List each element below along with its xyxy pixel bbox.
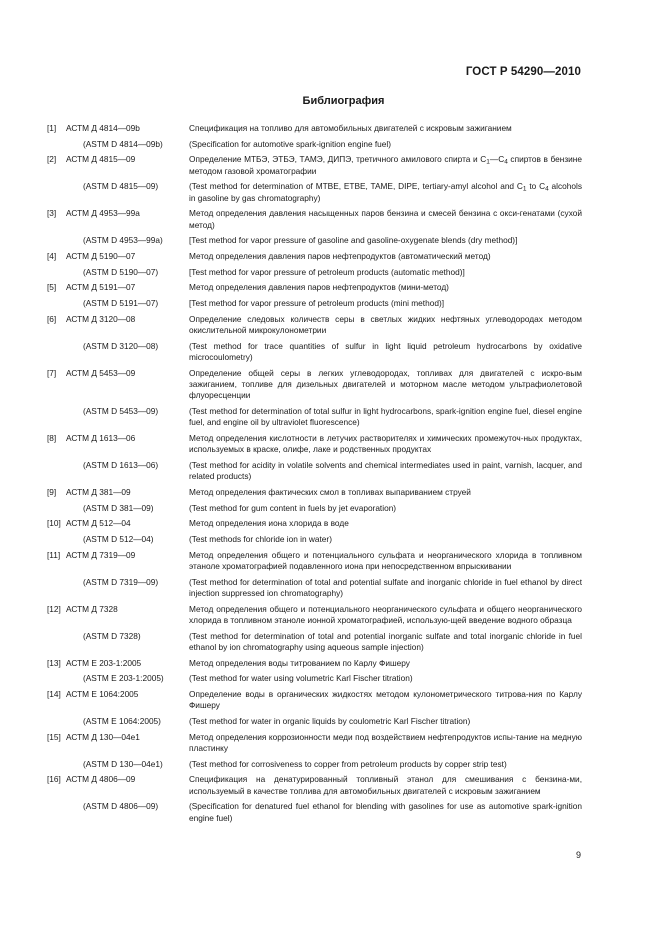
standard-code: АСТМ Д 1613—06 xyxy=(66,433,136,443)
entry-number: [1] xyxy=(47,123,57,133)
bibliography-entry-original xyxy=(47,267,582,278)
text-fragment: to C xyxy=(526,181,546,192)
bibliography-entry-original xyxy=(47,139,582,150)
bibliography-entry xyxy=(47,282,582,293)
bibliography-entry xyxy=(47,123,582,134)
standard-title: Метод определения общего и потенциального неорганического сульфата и общего неорганического хлорида в топливном этаноле ионной хроматографией, использую-щей введение водного образца xyxy=(189,603,582,625)
entry-number: [14] xyxy=(47,689,61,700)
entry-number: [5] xyxy=(47,282,57,293)
bibliography-entry xyxy=(47,433,582,456)
original-standard-code: (ASTM D 5191—07) xyxy=(83,298,159,309)
bibliography-entry xyxy=(47,604,582,627)
standard-code: АСТМ Д 4806—09 xyxy=(66,774,136,785)
bibliography-entry xyxy=(47,550,582,573)
standard-title: Спецификация на топливо для автомобильных двигателей с искровым зажиганием xyxy=(189,123,512,133)
original-standard-title: (Test methods for chloride ion in water) xyxy=(189,534,332,545)
page-number: 9 xyxy=(575,850,581,860)
standard-code: АСТМ Д 5453—09 xyxy=(66,367,136,378)
subscript: 4 xyxy=(545,185,549,193)
original-standard-title: (Test method for trace quantities of sulfur in light liquid petroleum hydrocarbons by oxidative microcoulometry) xyxy=(189,340,582,363)
entry-number: [9] xyxy=(47,486,57,497)
bibliography-entry xyxy=(47,251,582,262)
standard-title: Метод определения давления насыщенных паров бензина и смесей бензина с окси-генатами (сухой метод) xyxy=(189,208,582,230)
original-standard-code: (ASTM D 5453—09) xyxy=(83,406,159,417)
bibliography-entry-original xyxy=(47,235,582,246)
original-standard-code: (ASTM D 381—09) xyxy=(83,502,154,513)
entry-number: [8] xyxy=(47,433,57,443)
standard-title: Определение следовых количеств серы в светлых жидких нефтяных углеводородах методом окислительной микрокулонометрии xyxy=(189,313,582,336)
original-standard-title: (Test method for water in organic liquids by coulometric Karl Fischer titration) xyxy=(189,716,471,727)
original-standard-title: [Test method for vapor pressure of petroleum products (mini method)] xyxy=(189,298,445,309)
standard-code: АСТМ Д 512—04 xyxy=(66,518,131,529)
document-code: ГОСТ Р 54290—2010 xyxy=(465,66,581,78)
subscript: 1 xyxy=(522,185,527,193)
entry-number: [16] xyxy=(47,774,61,785)
standard-title: Метод определения коррозионности меди под воздействием нефтепродуктов испы-тание на медную пластинку xyxy=(189,731,582,753)
bibliography-entry-original xyxy=(47,406,582,429)
original-standard-title: (Test method for determination of total and potential sulfate and inorganic chloride in fuel ethanol by direct injection suppressed ion chromatography) xyxy=(189,576,582,598)
standard-title: Определение воды в органических жидкостях методом кулонометрического титрова-ния по Карлу Фишеру xyxy=(189,689,582,711)
entry-number: [4] xyxy=(47,251,57,262)
original-standard-title: (Test method for acidity in volatile solvents and chemical intermediates used in paint, varnish, lacquer, and related products) xyxy=(189,459,582,482)
bibliography-entry xyxy=(47,774,582,797)
bibliography-entry-original xyxy=(47,298,582,309)
bibliography-entry-original xyxy=(47,801,582,824)
text-fragment: спиртов в бензине методом газовой хроматографии xyxy=(189,154,582,176)
text-fragment: —С xyxy=(489,154,505,165)
standard-code: АСТМ Д 4953—99а xyxy=(66,208,140,219)
text-fragment: Определение МТБЭ, ЭТБЭ, ТАМЭ, ДИПЭ, третичного амилового спирта и С xyxy=(189,154,487,165)
entry-number: [15] xyxy=(47,731,61,742)
original-standard-code: (ASTM D 1613—06) xyxy=(83,459,159,470)
bibliography-entry xyxy=(47,314,582,337)
entry-number: [3] xyxy=(47,208,57,219)
original-standard-code: (ASTM E 203-1:2005) xyxy=(83,673,164,684)
standard-title: Метод определения иона хлорида в воде xyxy=(189,518,349,529)
original-standard-title: (Test method for determination of total and potential inorganic sulfate and total inorganic chloride in fuel ethanol by ion chromatography using aqueous sample injection) xyxy=(189,630,582,652)
original-standard-title: (Specification for automotive spark-ignition engine fuel) xyxy=(189,138,391,149)
bibliography-entry-original xyxy=(47,673,582,684)
original-standard-code: (ASTM D 512—04) xyxy=(83,534,154,545)
entry-number: [13] xyxy=(47,657,61,668)
standard-code: АСТМ Д 4815—09 xyxy=(66,154,136,165)
bibliography-entry xyxy=(47,732,582,755)
text-fragment: alcohols in gasoline by gas chromatography) xyxy=(189,181,582,203)
standard-title: Метод определения воды титрованием по Карлу Фишеру xyxy=(189,657,410,668)
original-standard-code: (ASTM D 3120—08) xyxy=(83,340,159,351)
entry-number: [7] xyxy=(47,367,57,378)
standard-code: АСТМ Д 7328 xyxy=(66,603,118,614)
original-standard-code: (ASTM D 4953—99a) xyxy=(83,235,163,246)
original-standard-title: (Test method for determination of total sulfur in light hydrocarbons, spark-ignition engine fuel, diesel engine fuel, and engine oil by ultraviolet fluorescence) xyxy=(189,406,582,428)
original-standard-code: (ASTM D 7328) xyxy=(83,630,141,641)
bibliography-entry xyxy=(47,658,582,669)
bibliography-entry xyxy=(47,208,582,231)
standard-code: АСТМ Е 1064:2005 xyxy=(66,689,139,700)
original-standard-title: [Test method for vapor pressure of petroleum products (automatic method)] xyxy=(189,266,465,277)
bibliography-entry-original xyxy=(47,534,582,545)
standard-code: АСТМ Д 3120—08 xyxy=(66,313,136,324)
bibliography-entry-original xyxy=(47,460,582,483)
standard-code: АСТМ Е 203-1:2005 xyxy=(66,657,142,668)
entry-number: [6] xyxy=(47,313,57,324)
original-standard-title: [Test method for vapor pressure of gasoline and gasoline-oxygenate blends (dry method)] xyxy=(189,235,518,246)
standard-code: АСТМ Д 381—09 xyxy=(66,486,131,497)
text-fragment: (Test method for determination of MTBE, ETBE, TAME, DIPE, tertiary-amyl alcohol and C xyxy=(189,181,523,192)
bibliography-entry xyxy=(47,154,582,177)
bibliography-entry-original xyxy=(47,759,582,770)
original-standard-code: (ASTM D 4806—09) xyxy=(83,801,159,812)
bibliography-entry xyxy=(47,689,582,712)
original-standard-title: (Specification for denatured fuel ethanol for blending with gasolines for use as automotive spark-ignition engine fuel) xyxy=(189,801,582,823)
bibliography-list xyxy=(47,123,582,828)
subscript: 4 xyxy=(504,158,508,166)
bibliography-entry xyxy=(47,487,582,498)
standard-title: Метод определения кислотности в летучих растворителях и химических промежуточ-ных продуктах, используемых в краске, олифе, лаке и родственных продуктах xyxy=(189,433,582,455)
standard-title: Спецификация на денатурированный топливный этанол для смешивания с бензина-ми, используемый в качестве топлива для автомобильных двигателей с искровым зажиганием xyxy=(189,774,582,796)
original-standard-code: (ASTM D 130—04e1) xyxy=(83,758,163,769)
standard-code: АСТМ Д 5190—07 xyxy=(66,251,136,262)
bibliography-entry-original xyxy=(47,341,582,364)
bibliography-entry xyxy=(47,518,582,529)
subscript: 1 xyxy=(486,158,490,166)
original-standard-code: (ASTM D 7319—09) xyxy=(83,576,159,587)
entry-number: [2] xyxy=(47,154,57,165)
standard-title xyxy=(189,154,582,177)
original-standard-code: (ASTM E 1064:2005) xyxy=(83,716,161,727)
original-standard-code: (ASTM D 5190—07) xyxy=(83,266,159,277)
entry-number: [10] xyxy=(47,518,61,529)
original-standard-title xyxy=(189,181,582,204)
original-standard-title: (Test method for water using volumetric Karl Fischer titration) xyxy=(189,673,413,684)
standard-code: АСТМ Д 7319—09 xyxy=(66,549,136,560)
bibliography-entry-original xyxy=(47,503,582,514)
standard-title: Метод определения давления паров нефтепродуктов (мини-метод) xyxy=(189,282,449,293)
bibliography-entry-original xyxy=(47,631,582,654)
original-standard-code: (ASTM D 4815—09) xyxy=(83,181,159,192)
original-standard-title: (Test method for corrosiveness to copper from petroleum products by copper strip test) xyxy=(189,758,507,769)
standard-code: АСТМ Д 4814—09b xyxy=(66,123,140,133)
standard-title: Метод определения общего и потенциального сульфата и неорганического хлорида в топливном этаноле хроматографией подавленного иона при непосредственном впрыскивании xyxy=(189,549,582,572)
standard-code: АСТМ Д 130—04е1 xyxy=(66,731,140,742)
standard-code: АСТМ Д 5191—07 xyxy=(66,282,136,293)
original-standard-title: (Test method for gum content in fuels by jet evaporation) xyxy=(189,502,397,513)
standard-title: Метод определения фактических смол в топливах выпариванием струей xyxy=(189,486,471,497)
standard-title: Метод определения давления паров нефтепродуктов (автоматический метод) xyxy=(189,251,491,262)
bibliography-entry-original xyxy=(47,716,582,727)
bibliography-entry-original xyxy=(47,181,582,204)
page-title: Библиография xyxy=(302,95,385,107)
bibliography-entry-original xyxy=(47,577,582,600)
bibliography-entry xyxy=(47,368,582,402)
entry-number: [12] xyxy=(47,603,61,614)
standard-title: Определение общей серы в легких углеводородах, топливах для двигателей с искро-вым зажиганием, топливе для дизельных двигателей и моторном масле методом ультрафиолетовой флуоресценции xyxy=(189,367,582,401)
original-standard-code: (ASTM D 4814—09b) xyxy=(83,138,163,149)
entry-number: [11] xyxy=(47,549,61,560)
